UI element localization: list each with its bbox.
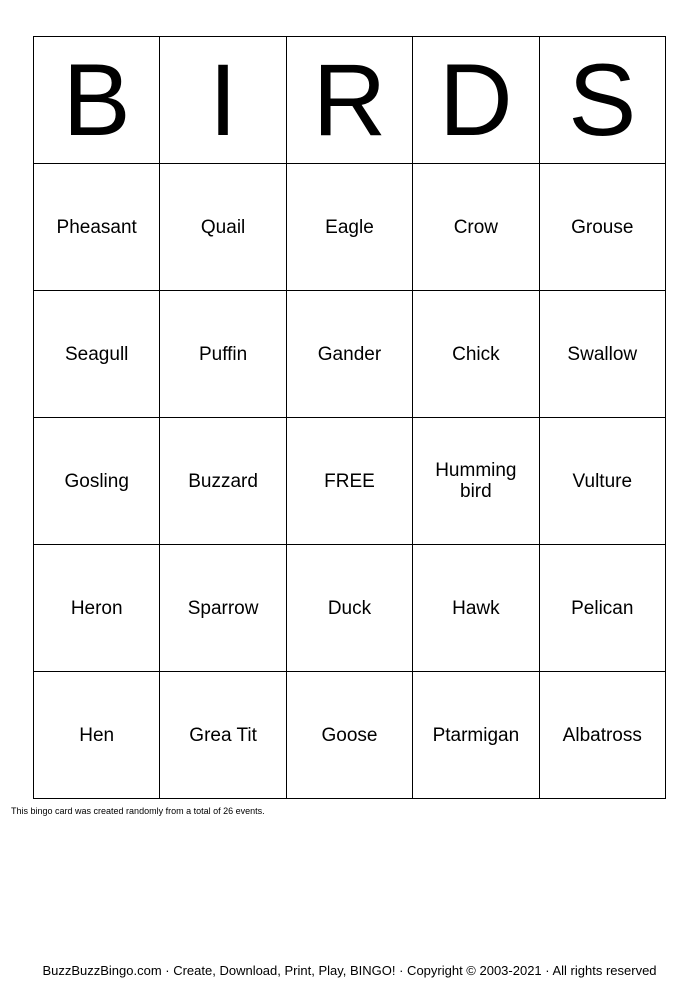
bingo-cell: Pheasant (34, 164, 160, 291)
card-row (34, 291, 666, 418)
bingo-cell: Heron (34, 545, 160, 672)
bingo-cell: Sparrow (160, 545, 286, 672)
card-row (34, 672, 666, 799)
bingo-cell: Puffin (160, 291, 286, 418)
bingo-cell: Chick (413, 291, 539, 418)
bingo-cell: Vulture (539, 418, 665, 545)
card-row (34, 164, 666, 291)
bingo-cell: Gosling (34, 418, 160, 545)
bingo-cell: Albatross (539, 672, 665, 799)
bingo-cell: Gander (286, 291, 412, 418)
header-letter: R (286, 37, 412, 164)
header-letter: B (34, 37, 160, 164)
header-letter: D (413, 37, 539, 164)
bingo-card (33, 36, 666, 799)
footer: BuzzBuzzBingo.com · Create, Download, Print, Play, BINGO! · Copyright © 2003-2021 · All rights reserved (42, 963, 657, 978)
bingo-cell: Hawk (413, 545, 539, 672)
card-row (34, 418, 666, 545)
card-note: This bingo card was created randomly from a total of 26 events. (11, 806, 265, 816)
bingo-cell: Goose (286, 672, 412, 799)
bingo-cell: Quail (160, 164, 286, 291)
header-letter: I (160, 37, 286, 164)
bingo-cell-text: Humming bird (435, 460, 517, 502)
bingo-cell: Grouse (539, 164, 665, 291)
bingo-cell: Ptarmigan (413, 672, 539, 799)
bingo-cell (413, 418, 539, 545)
bingo-cell: Seagull (34, 291, 160, 418)
free-cell: FREE (286, 418, 412, 545)
bingo-cell: Pelican (539, 545, 665, 672)
card-row (34, 545, 666, 672)
bingo-cell: Eagle (286, 164, 412, 291)
bingo-cell: Duck (286, 545, 412, 672)
bingo-cell: Swallow (539, 291, 665, 418)
bingo-cell: Hen (34, 672, 160, 799)
header-row (34, 37, 666, 164)
bingo-cell: Crow (413, 164, 539, 291)
header-letter: S (539, 37, 665, 164)
bingo-cell: Buzzard (160, 418, 286, 545)
bingo-cell: Grea Tit (160, 672, 286, 799)
